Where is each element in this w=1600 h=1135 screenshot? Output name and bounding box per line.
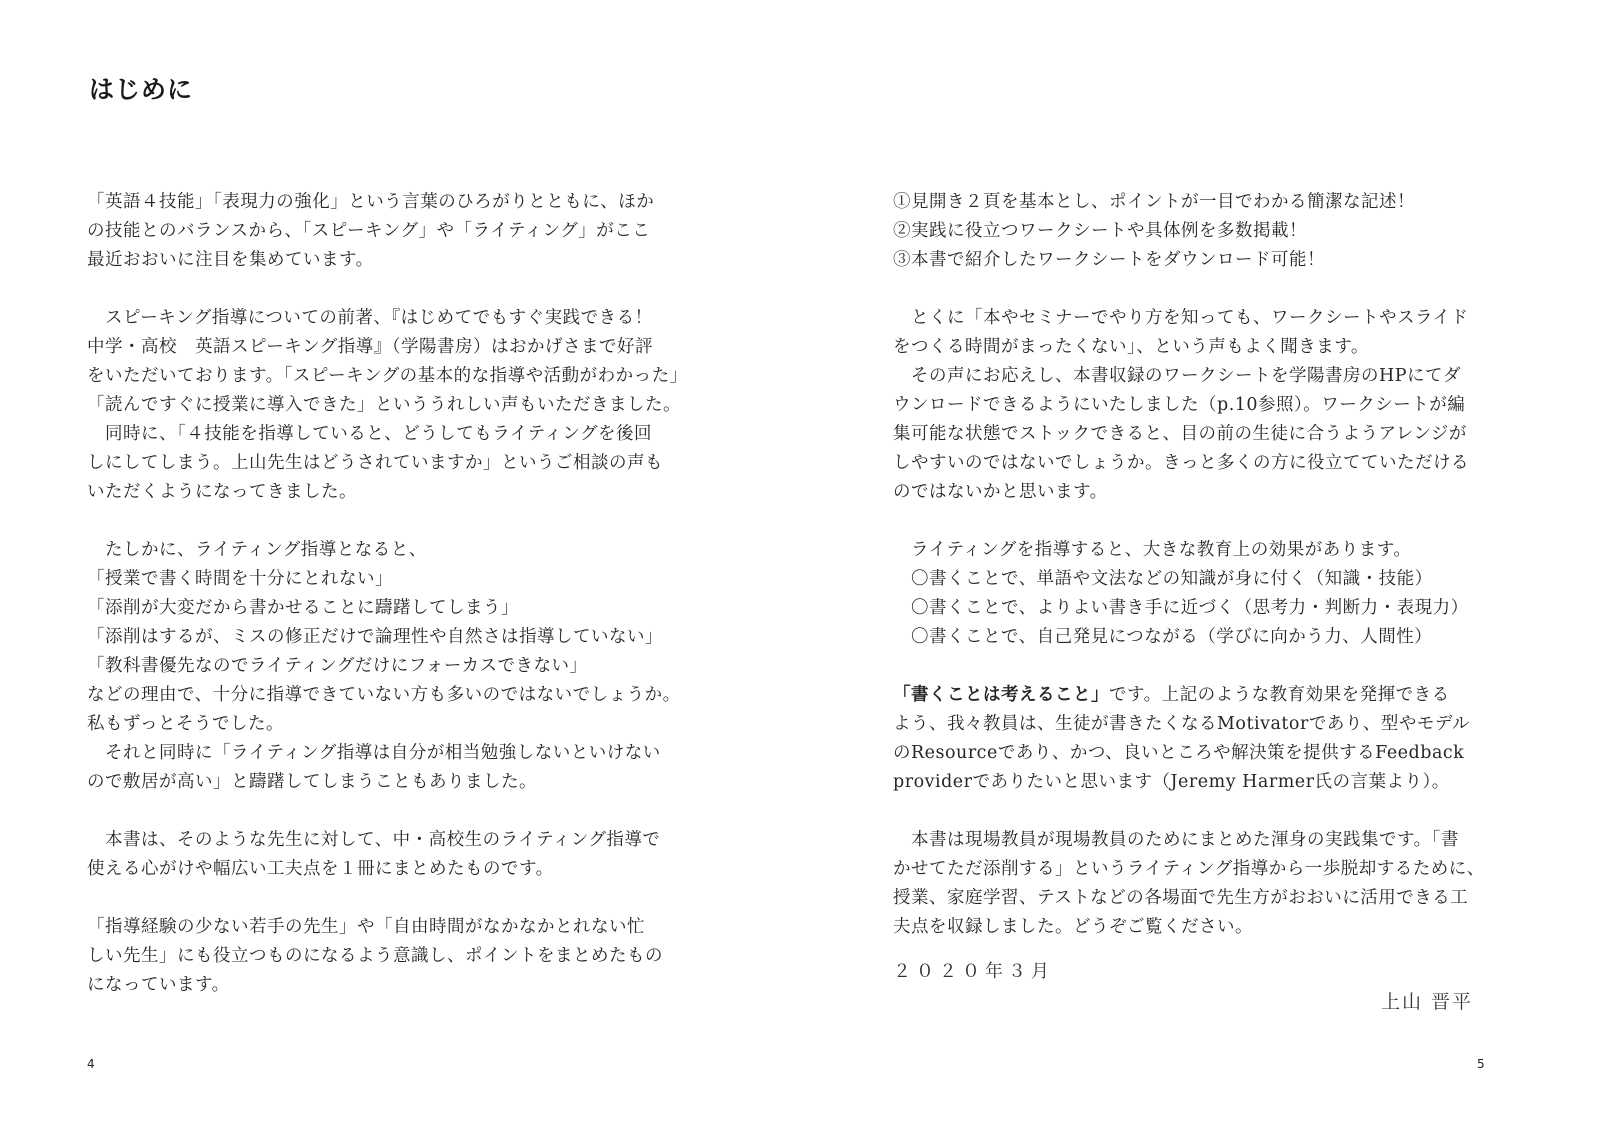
text-line: よう、我々教員は、生徒が書きたくなるMotivatorであり、型やモデル xyxy=(893,714,1470,734)
text-line: ②実践に役立つワークシートや具体例を多数掲載！ xyxy=(893,221,1307,241)
page-title: はじめに xyxy=(89,75,194,104)
text-line: 使える心がけや幅広い工夫点を１冊にまとめたものです。 xyxy=(87,859,554,879)
text-line: 最近おおいに注目を集めています。 xyxy=(87,250,374,270)
emphasis-bold-text: 「書くことは考えること」 xyxy=(893,685,1109,705)
text-line: 〇書くことで、単語や文法などの知識が身に付く（知識・技能） xyxy=(893,569,1433,589)
text-line: ライティングを指導すると、大きな教育上の効果があります。 xyxy=(893,540,1412,560)
text-line: 「添削が大変だから書かせることに躊躇してしまう」 xyxy=(87,598,519,618)
text-line: 本書は、そのような先生に対して、中・高校生のライティング指導で xyxy=(87,830,661,850)
text-line: いただくようになってきました。 xyxy=(87,482,357,502)
left-body-text xyxy=(87,188,707,1000)
text-line: providerでありたいと思います（Jeremy Harmer氏の言葉より）。 xyxy=(893,772,1450,792)
text-line: ①見開き２頁を基本とし、ポイントが一目でわかる簡潔な記述！ xyxy=(893,192,1415,212)
date: ２０２０年３月 xyxy=(893,961,1054,982)
text-line: 授業、家庭学習、テストなどの各場面で先生方がおおいに活用できる工 xyxy=(893,888,1469,908)
text-line xyxy=(893,797,1533,826)
author-name: 上山 晋平 xyxy=(1381,991,1474,1013)
right-body-section-a xyxy=(893,188,1533,681)
text-line: ③本書で紹介したワークシートをダウンロード可能！ xyxy=(893,250,1325,270)
text-line xyxy=(87,884,707,913)
emphasis-rest-text: です。上記のような教育効果を発揮できる xyxy=(1109,685,1450,705)
text-line: スピーキング指導についての前著、『はじめてでもすぐ実践できる！ xyxy=(87,308,653,328)
text-line: をいただいております。「スピーキングの基本的な指導や活動がわかった」 xyxy=(87,366,688,386)
text-line: 「教科書優先なのでライティングだけにフォーカスできない」 xyxy=(87,656,588,676)
text-line: 中学・高校 英語スピーキング指導』（学陽書房）はおかげさまで好評 xyxy=(87,337,654,357)
text-line: 〇書くことで、よりよい書き手に近づく（思考力・判断力・表現力） xyxy=(893,598,1469,618)
text-line: になっています。 xyxy=(87,975,230,995)
right-body-text xyxy=(893,188,1533,942)
text-line: それと同時に「ライティング指導は自分が相当勉強しないといけない xyxy=(87,743,661,763)
text-line xyxy=(893,652,1533,681)
text-line: のではないかと思います。 xyxy=(893,482,1108,502)
text-line: たしかに、ライティング指導となると、 xyxy=(87,540,427,560)
text-line: などの理由で、十分に指導できていない方も多いのではないでしょうか。 xyxy=(87,685,681,705)
text-line: 「添削はするが、ミスの修正だけで論理性や自然さは指導していない」 xyxy=(87,627,663,647)
text-line: 「授業で書く時間を十分にとれない」 xyxy=(87,569,393,589)
text-line: しにしてしまう。上山先生はどうされていますか」というご相談の声も xyxy=(87,453,663,473)
right-page xyxy=(800,0,1600,1135)
text-line xyxy=(87,275,707,304)
text-line: 本書は現場教員が現場教員のためにまとめた渾身の実践集です。「書 xyxy=(893,830,1459,850)
text-line: 同時に、「４技能を指導していると、どうしてもライティングを後回 xyxy=(87,424,652,444)
text-line xyxy=(893,507,1533,536)
text-line: 「読んですぐに授業に導入できた」といううれしい声もいただきました。 xyxy=(87,395,681,415)
text-line: 集可能な状態でストックできると、目の前の生徒に合うようアレンジが xyxy=(893,424,1467,444)
emphasis-line xyxy=(893,681,1533,710)
text-line: かせてただ添削する」というライティング指導から一歩脱却するために、 xyxy=(893,859,1485,879)
text-line: その声にお応えし、本書収録のワークシートを学陽書房のHPにてダ xyxy=(893,366,1462,386)
text-line: をつくる時間がまったくない」、という声もよく聞きます。 xyxy=(893,337,1369,357)
text-line: ので敷居が高い」と躊躇してしまうこともありました。 xyxy=(87,772,537,792)
text-line: しやすいのではないでしょうか。きっと多くの方に役立てていただける xyxy=(893,453,1469,473)
text-line: 「英語４技能」「表現力の強化」という言葉のひろがりとともに、ほか xyxy=(87,192,655,212)
text-line: 夫点を収録しました。どうぞご覧ください。 xyxy=(893,917,1253,937)
text-line xyxy=(87,507,707,536)
page-number-left: 4 xyxy=(87,1057,95,1071)
page-number-right: 5 xyxy=(1477,1057,1485,1071)
text-line xyxy=(87,797,707,826)
text-line: しい先生」にも役立つものになるよう意識し、ポイントをまとめたもの xyxy=(87,946,663,966)
right-body-section-b xyxy=(893,710,1533,942)
text-line xyxy=(893,275,1533,304)
text-line: ウンロードできるようにいたしました（p.10参照）。ワークシートが編 xyxy=(893,395,1466,415)
text-line: の技能とのバランスから、「スピーキング」や「ライティング」がここ xyxy=(87,221,651,241)
text-line: 「指導経験の少ない若手の先生」や「自由時間がなかなかとれない忙 xyxy=(87,917,645,937)
text-line: 私もずっとそうでした。 xyxy=(87,714,284,734)
text-line: のResourceであり、かつ、良いところや解決策を提供するFeedback xyxy=(893,743,1465,763)
text-line: 〇書くことで、自己発見につながる（学びに向かう力、人間性） xyxy=(893,627,1433,647)
text-line: とくに「本やセミナーでやり方を知っても、ワークシートやスライド xyxy=(893,308,1469,328)
